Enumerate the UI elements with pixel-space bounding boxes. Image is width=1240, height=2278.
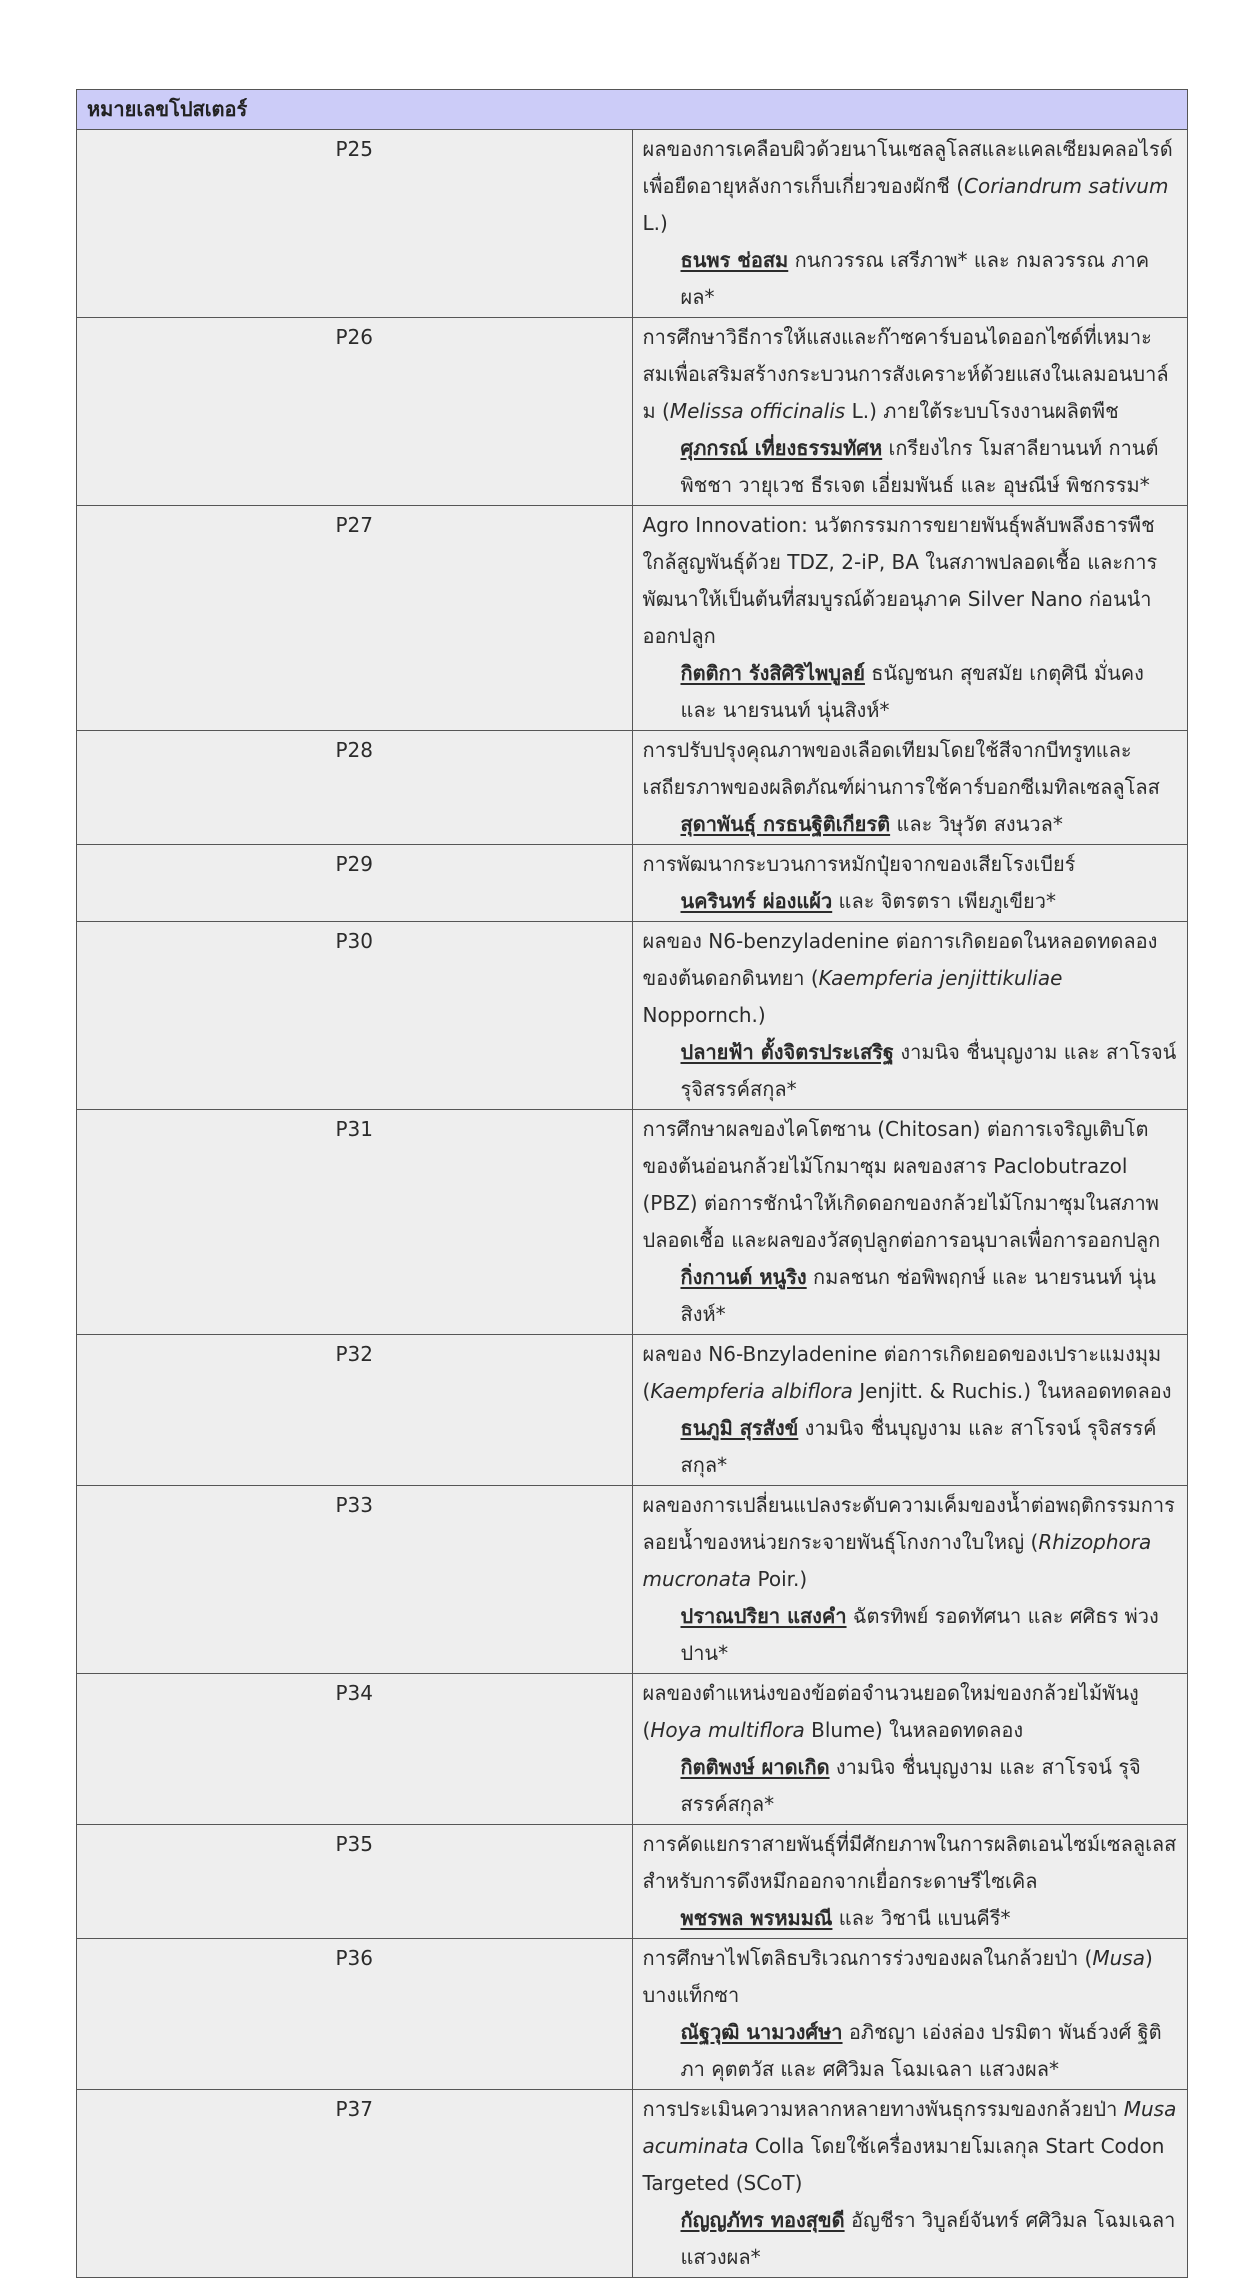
poster-entry bbox=[632, 1939, 1188, 2090]
table-row bbox=[77, 1939, 1188, 2090]
poster-authors bbox=[643, 1259, 1178, 1333]
title-text: L.) ภายใต้ระบบโรงงานผลิตพืช bbox=[845, 399, 1119, 423]
poster-authors bbox=[643, 1749, 1178, 1823]
poster-number: P27 bbox=[77, 506, 633, 731]
title-text: ผลของ N6-Bnzyladenine ต่อการเกิดยอดของเปราะแมงมุม ( bbox=[642, 1342, 1162, 1403]
table-row bbox=[77, 130, 1188, 318]
presenter-name: นครินทร์ ผ่องแผ้ว bbox=[680, 889, 833, 913]
coauthor-names: งามนิจ ชื่นบุญงาม และ สาโรจน์ รุจิสรรค์สกุล* bbox=[680, 1755, 1141, 1816]
title-text: ผลของ N6-benzyladenine ต่อการเกิดยอดในหลอดทดลองของต้นดอกดินทยา ( bbox=[642, 929, 1158, 990]
title-text: Blume) ในหลอดทดลอง bbox=[804, 1718, 1024, 1742]
presenter-name: สุดาพันธุ์ กรธนฐิติเกียรติ bbox=[680, 812, 891, 836]
poster-title bbox=[643, 1111, 1178, 1259]
poster-title bbox=[643, 846, 1178, 883]
poster-title bbox=[643, 507, 1178, 655]
presenter-name: กิตติกา รังสิศิริไพบูลย์ bbox=[680, 661, 865, 685]
poster-title bbox=[643, 1940, 1178, 2014]
title-text: ผลของการเคลือบผิวด้วยนาโนเซลลูโลสและแคลเซียมคลอไรด์เพื่อยืดอายุหลังการเก็บเกี่ยวของผักชี ( bbox=[642, 137, 1173, 198]
scientific-name: Hoya multiflora bbox=[650, 1718, 805, 1742]
poster-number: P36 bbox=[77, 1939, 633, 2090]
poster-authors bbox=[643, 242, 1178, 316]
title-text: การพัฒนากระบวนการหมักปุ๋ยจากของเสียโรงเบียร์ bbox=[642, 852, 1076, 876]
table-row bbox=[77, 1486, 1188, 1674]
presenter-name: ศุภกรณ์ เที่ยงธรรมทัศห bbox=[680, 436, 883, 460]
title-text: ผลของตำแหน่งของข้อต่อจำนวนยอดใหม่ของกล้วยไม้พันงู ( bbox=[642, 1681, 1139, 1742]
coauthor-names: และ จิตรตรา เพียภูเขียว* bbox=[832, 889, 1056, 913]
poster-entry bbox=[632, 845, 1188, 922]
poster-authors bbox=[643, 1598, 1178, 1672]
scientific-name: Musa bbox=[1092, 1946, 1145, 1970]
poster-number: P26 bbox=[77, 318, 633, 506]
title-text: Jenjitt. & Ruchis.) ในหลอดทดลอง bbox=[852, 1379, 1172, 1403]
coauthor-names: ธนัญชนก สุขสมัย เกตุศินี มั่นคง และ นายรนนท์ นุ่นสิงห์* bbox=[680, 661, 1144, 722]
table-header: หมายเลขโปสเตอร์ bbox=[77, 90, 1188, 130]
poster-entry bbox=[632, 1486, 1188, 1674]
poster-authors bbox=[643, 1410, 1178, 1484]
poster-authors bbox=[643, 1034, 1178, 1108]
presenter-name: กิ่งกานต์ หนูริง bbox=[680, 1265, 807, 1289]
poster-title bbox=[643, 2091, 1178, 2202]
poster-authors bbox=[643, 883, 1178, 920]
presenter-name: พชรพล พรหมมณี bbox=[680, 1906, 833, 1930]
scientific-name: Rhizophora mucronata bbox=[642, 1530, 1152, 1591]
poster-title bbox=[643, 732, 1178, 806]
poster-number: P33 bbox=[77, 1486, 633, 1674]
scientific-name: Kaempferia albiflora bbox=[650, 1379, 853, 1403]
poster-title bbox=[643, 923, 1178, 1034]
title-text: การศึกษาไฟโตลิธบริเวณการร่วงของผลในกล้วยป่า ( bbox=[642, 1946, 1093, 1970]
table-row bbox=[77, 2090, 1188, 2278]
poster-number: P32 bbox=[77, 1335, 633, 1486]
coauthor-names: และ วิชานี แบนคีรี* bbox=[832, 1906, 1011, 1930]
poster-entry bbox=[632, 318, 1188, 506]
poster-authors bbox=[643, 2014, 1178, 2088]
poster-title bbox=[643, 319, 1178, 430]
table-row bbox=[77, 1825, 1188, 1939]
coauthor-names: กมลชนก ช่อพิพฤกษ์ และ นายรนนท์ นุ่นสิงห์* bbox=[680, 1265, 1156, 1326]
presenter-name: ปลายฟ้า ตั้งจิตรประเสริฐ bbox=[680, 1040, 894, 1064]
poster-table bbox=[76, 89, 1188, 2278]
title-text: การประเมินความหลากหลายทางพันธุกรรมของกล้วยป่า bbox=[642, 2097, 1124, 2121]
presenter-name: กัญญภัทร ทองสุขดี bbox=[680, 2208, 845, 2232]
coauthor-names: ฉัตรทิพย์ รอดทัศนา และ ศศิธร พ่วงปาน* bbox=[680, 1604, 1159, 1665]
poster-authors bbox=[643, 806, 1178, 843]
poster-number: P29 bbox=[77, 845, 633, 922]
title-text: Colla โดยใช้เครื่องหมายโมเลกุล Start Codon Targeted (SCoT) bbox=[642, 2134, 1165, 2195]
poster-title bbox=[643, 1826, 1178, 1900]
scientific-name: Melissa officinalis bbox=[669, 399, 846, 423]
poster-title bbox=[643, 1675, 1178, 1749]
title-text: การศึกษาวิธีการให้แสงและก๊าซคาร์บอนไดออกไซด์ที่เหมาะสมเพื่อเสริมสร้างกระบวนการสังเคราะห์ด้วยแสงในเลมอนบาล์ม ( bbox=[642, 325, 1169, 423]
title-text: ) บางแท็กซา bbox=[642, 1946, 1153, 2007]
table-header-row bbox=[77, 90, 1188, 130]
coauthor-names: งามนิจ ชื่นบุญงาม และ สาโรจน์ รุจิสรรค์สกุล* bbox=[680, 1416, 1157, 1477]
scientific-name: Musa acuminata bbox=[642, 2097, 1177, 2158]
table-row bbox=[77, 1110, 1188, 1335]
title-text: Agro Innovation: นวัตกรรมการขยายพันธุ์พลับพลึงธารพืชใกล้สูญพันธุ์ด้วย TDZ, 2-iP, BA ในสภาพปลอดเชื้อ และการพัฒนาให้เป็นต้นที่สมบูรณ์ด้วยอนุภาค Silver Nano ก่อนนำออกปลูก bbox=[642, 513, 1158, 648]
presenter-name: ธนภูมิ สุรสังข์ bbox=[680, 1416, 799, 1440]
table-row bbox=[77, 922, 1188, 1110]
title-text: L.) bbox=[642, 211, 668, 235]
poster-number: P34 bbox=[77, 1674, 633, 1825]
poster-entry bbox=[632, 731, 1188, 845]
poster-authors bbox=[643, 430, 1178, 504]
poster-authors bbox=[643, 1900, 1178, 1937]
poster-number: P37 bbox=[77, 2090, 633, 2278]
title-text: การปรับปรุงคุณภาพของเลือดเทียมโดยใช้สีจากบีทรูทและเสถียรภาพของผลิตภัณฑ์ผ่านการใช้คาร์บอกซีเมทิลเซลลูโลส bbox=[642, 738, 1160, 799]
title-text: ผลของการเปลี่ยนแปลงระดับความเค็มของน้ำต่อพฤติกรรมการลอยน้ำของหน่วยกระจายพันธุ์โกงกางใบใหญ่ ( bbox=[642, 1493, 1175, 1554]
poster-entry bbox=[632, 1825, 1188, 1939]
coauthor-names: เกรียงไกร โมสาลียานนท์ กานต์พิชชา วายุเวช ธีรเจต เอี่ยมพันธ์ และ อุษณีษ์ พิชกรรม* bbox=[680, 436, 1159, 497]
title-text: Noppornch.) bbox=[642, 1003, 766, 1027]
poster-entry bbox=[632, 2090, 1188, 2278]
poster-entry bbox=[632, 922, 1188, 1110]
title-text: การศึกษาผลของไคโตซาน (Chitosan) ต่อการเจริญเติบโตของต้นอ่อนกล้วยไม้โกมาซุม ผลของสาร Paclobutrazol (PBZ) ต่อการชักนำให้เกิดดอกของกล้วยไม้โกมาซุมในสภาพปลอดเชื้อ และผลของวัสดุปลูกต่อการอนุบาลเพื่อการออกปลูก bbox=[642, 1117, 1161, 1252]
poster-entry bbox=[632, 1674, 1188, 1825]
table-row bbox=[77, 845, 1188, 922]
poster-number: P35 bbox=[77, 1825, 633, 1939]
table-row bbox=[77, 1674, 1188, 1825]
poster-entry bbox=[632, 506, 1188, 731]
presenter-name: ณัฐวุฒิ นามวงศ์ษา bbox=[680, 2020, 843, 2044]
title-text: Poir.) bbox=[751, 1567, 808, 1591]
poster-entry bbox=[632, 1335, 1188, 1486]
coauthor-names: และ วิษุวัต สงนวล* bbox=[890, 812, 1063, 836]
scientific-name: Kaempferia jenjittikuliae bbox=[818, 966, 1063, 990]
coauthor-names: อภิชญา เอ่งล่อง ปรมิตา พันธ์วงศ์ ฐิติภา คุตตวัส และ ศศิวิมล โฉมเฉลา แสวงผล* bbox=[680, 2020, 1162, 2081]
poster-number: P31 bbox=[77, 1110, 633, 1335]
poster-title bbox=[643, 131, 1178, 242]
presenter-name: กิตติพงษ์ ผาดเกิด bbox=[680, 1755, 830, 1779]
poster-entry bbox=[632, 130, 1188, 318]
table-row bbox=[77, 318, 1188, 506]
coauthor-names: อัญชีรา วิบูลย์จันทร์ ศศิวิมล โฉมเฉลา แสวงผล* bbox=[680, 2208, 1176, 2269]
poster-authors bbox=[643, 2202, 1178, 2276]
table-row bbox=[77, 506, 1188, 731]
poster-title bbox=[643, 1487, 1178, 1598]
table-row bbox=[77, 731, 1188, 845]
poster-title bbox=[643, 1336, 1178, 1410]
coauthor-names: งามนิจ ชื่นบุญงาม และ สาโรจน์ รุจิสรรค์สกุล* bbox=[680, 1040, 1177, 1101]
poster-entry bbox=[632, 1110, 1188, 1335]
coauthor-names: กนกวรรณ เสรีภาพ* และ กมลวรรณ ภาคผล* bbox=[680, 248, 1150, 309]
presenter-name: ธนพร ช่อสม bbox=[680, 248, 789, 272]
scientific-name: Coriandrum sativum bbox=[964, 174, 1169, 198]
poster-list bbox=[77, 130, 1188, 2278]
presenter-name: ปราณปริยา แสงคำ bbox=[680, 1604, 847, 1628]
poster-authors bbox=[643, 655, 1178, 729]
poster-number: P28 bbox=[77, 731, 633, 845]
poster-number: P30 bbox=[77, 922, 633, 1110]
poster-number: P25 bbox=[77, 130, 633, 318]
table-row bbox=[77, 1335, 1188, 1486]
title-text: การคัดแยกราสายพันธุ์ที่มีศักยภาพในการผลิตเอนไซม์เซลลูเลสสำหรับการดึงหมึกออกจากเยื่อกระดาษรีไซเคิล bbox=[642, 1832, 1177, 1893]
